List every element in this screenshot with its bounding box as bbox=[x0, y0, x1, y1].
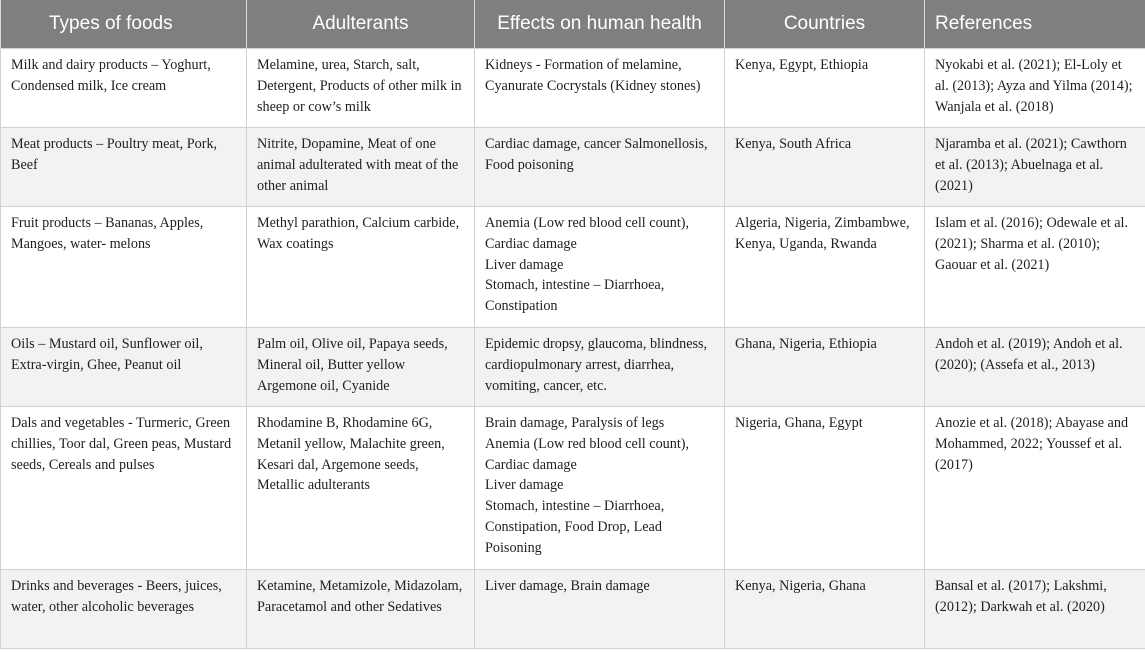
cell-countries: Ghana, Nigeria, Ethiopia bbox=[725, 328, 925, 407]
cell-effects: Liver damage, Brain damage bbox=[475, 570, 725, 649]
header-references: References bbox=[925, 0, 1145, 49]
cell-adulterants: Nitrite, Dopamine, Meat of one animal adulterated with meat of the other animal bbox=[247, 128, 475, 207]
cell-countries: Kenya, Nigeria, Ghana bbox=[725, 570, 925, 649]
cell-food: Dals and vegetables - Turmeric, Green chillies, Toor dal, Green peas, Mustard seeds, Cereals and pulses bbox=[1, 407, 247, 570]
cell-adulterants: Palm oil, Olive oil, Papaya seeds, Mineral oil, Butter yellow Argemone oil, Cyanide bbox=[247, 328, 475, 407]
cell-references: Anozie et al. (2018); Abayase and Mohammed, 2022; Youssef et al. (2017) bbox=[925, 407, 1145, 570]
cell-adulterants: Ketamine, Metamizole, Midazolam, Paracetamol and other Sedatives bbox=[247, 570, 475, 649]
cell-effects: Cardiac damage, cancer Salmonellosis, Food poisoning bbox=[475, 128, 725, 207]
cell-effects: Epidemic dropsy, glaucoma, blindness, cardiopulmonary arrest, diarrhea, vomiting, cancer, etc. bbox=[475, 328, 725, 407]
cell-food: Fruit products – Bananas, Apples, Mangoes, water- melons bbox=[1, 207, 247, 328]
cell-effects: Anemia (Low red blood cell count), Cardiac damage Liver damage Stomach, intestine – Diarrhoea, Constipation bbox=[475, 207, 725, 328]
cell-countries: Algeria, Nigeria, Zimbambwe, Kenya, Uganda, Rwanda bbox=[725, 207, 925, 328]
table-row bbox=[1, 207, 1145, 328]
cell-food: Meat products – Poultry meat, Pork, Beef bbox=[1, 128, 247, 207]
header-types-of-foods: Types of foods bbox=[1, 0, 247, 49]
cell-effects: Kidneys - Formation of melamine, Cyanurate Cocrystals (Kidney stones) bbox=[475, 49, 725, 128]
cell-references: Bansal et al. (2017); Lakshmi, (2012); Darkwah et al. (2020) bbox=[925, 570, 1145, 649]
cell-countries: Kenya, South Africa bbox=[725, 128, 925, 207]
cell-countries: Kenya, Egypt, Ethiopia bbox=[725, 49, 925, 128]
cell-adulterants: Rhodamine B, Rhodamine 6G, Metanil yellow, Malachite green, Kesari dal, Argemone seeds, Metallic adulterants bbox=[247, 407, 475, 570]
cell-effects: Brain damage, Paralysis of legs Anemia (Low red blood cell count), Cardiac damage Liver damage Stomach, intestine – Diarrhoea, Constipation, Food Drop, Lead Poisoning bbox=[475, 407, 725, 570]
header-adulterants: Adulterants bbox=[247, 0, 475, 49]
table-row bbox=[1, 407, 1145, 570]
table-row bbox=[1, 570, 1145, 649]
cell-references: Nyokabi et al. (2021); El-Loly et al. (2013); Ayza and Yilma (2014); Wanjala et al. (2018) bbox=[925, 49, 1145, 128]
cell-food: Milk and dairy products – Yoghurt, Condensed milk, Ice cream bbox=[1, 49, 247, 128]
cell-references: Njaramba et al. (2021); Cawthorn et al. (2013); Abuelnaga et al. (2021) bbox=[925, 128, 1145, 207]
header-effects: Effects on human health bbox=[475, 0, 725, 49]
cell-references: Islam et al. (2016); Odewale et al. (2021); Sharma et al. (2010); Gaouar et al. (2021) bbox=[925, 207, 1145, 328]
table-row bbox=[1, 328, 1145, 407]
cell-food: Oils – Mustard oil, Sunflower oil, Extra-virgin, Ghee, Peanut oil bbox=[1, 328, 247, 407]
table-row bbox=[1, 49, 1145, 128]
cell-adulterants: Methyl parathion, Calcium carbide, Wax coatings bbox=[247, 207, 475, 328]
cell-adulterants: Melamine, urea, Starch, salt, Detergent, Products of other milk in sheep or cow’s milk bbox=[247, 49, 475, 128]
cell-food: Drinks and beverages - Beers, juices, water, other alcoholic beverages bbox=[1, 570, 247, 649]
header-row bbox=[1, 0, 1145, 49]
table-row bbox=[1, 128, 1145, 207]
header-countries: Countries bbox=[725, 0, 925, 49]
cell-countries: Nigeria, Ghana, Egypt bbox=[725, 407, 925, 570]
cell-references: Andoh et al. (2019); Andoh et al. (2020); (Assefa et al., 2013) bbox=[925, 328, 1145, 407]
